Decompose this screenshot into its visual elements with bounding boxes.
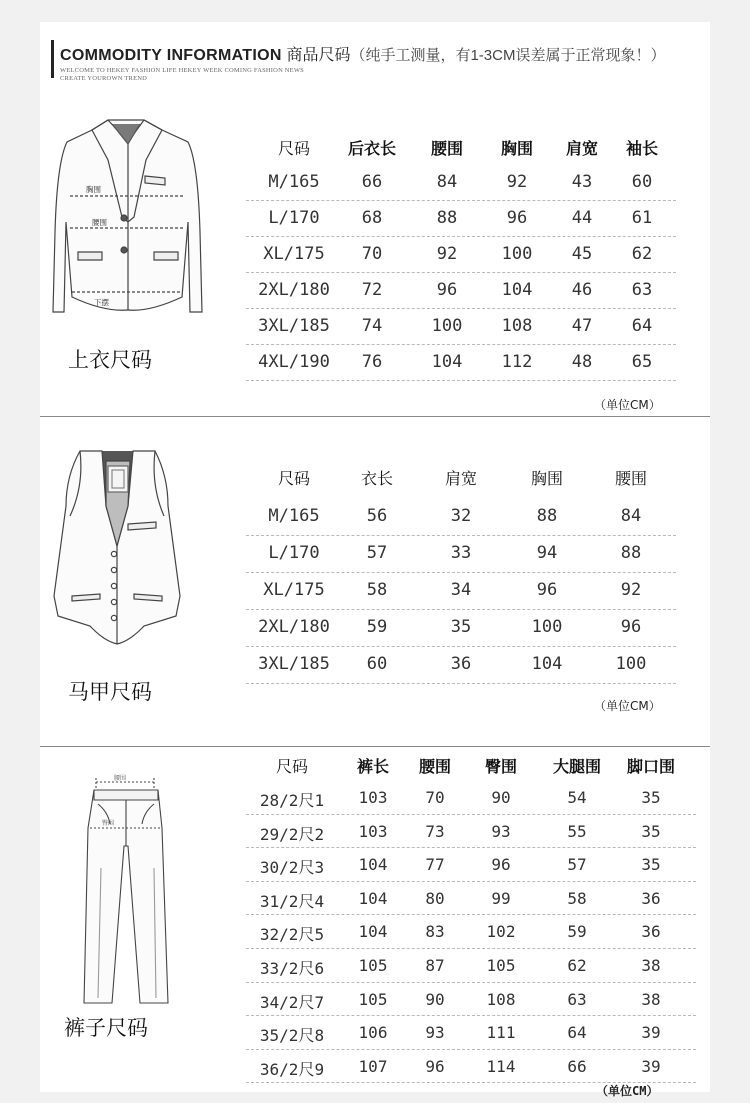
measurement-cell: 73 — [425, 821, 445, 841]
size-cell: M/165 — [268, 506, 320, 526]
column-header: 胸围 — [500, 139, 533, 158]
measurement-cell: 59 — [366, 617, 388, 637]
measurement-cell: 64 — [631, 316, 653, 336]
measurement-cell: 107 — [358, 1056, 388, 1076]
header-accent-bar — [51, 40, 54, 78]
measurement-cell: 74 — [361, 316, 383, 336]
size-cell: 35/2尺8 — [259, 1026, 325, 1046]
size-cell: 36/2尺9 — [259, 1059, 325, 1079]
measurement-cell: 63 — [567, 989, 587, 1009]
size-cell: L/170 — [268, 543, 320, 563]
column-header: 尺码 — [277, 469, 310, 488]
table-row — [246, 350, 676, 381]
size-cell: 34/2尺7 — [259, 992, 325, 1012]
measurement-cell: 96 — [536, 580, 558, 600]
measurement-cell: 39 — [641, 1023, 661, 1043]
measurement-cell: 96 — [620, 617, 642, 637]
jacket-label-waist: 腰围 — [92, 218, 107, 227]
jacket-label-chest: 胸围 — [86, 185, 101, 194]
table-row — [246, 1021, 696, 1050]
measurement-cell: 65 — [631, 352, 653, 372]
measurement-cell: 80 — [425, 888, 445, 908]
measurement-cell: 58 — [567, 888, 587, 908]
measurement-cell: 102 — [486, 922, 516, 942]
measurement-cell: 64 — [567, 1023, 587, 1043]
measurement-cell: 96 — [425, 1056, 445, 1076]
size-cell: 28/2尺1 — [259, 791, 325, 810]
measurement-cell: 112 — [501, 352, 533, 372]
measurement-cell: 60 — [631, 172, 653, 192]
measurement-cell: 57 — [567, 855, 587, 875]
measurement-cell: 106 — [358, 1023, 388, 1043]
measurement-cell: 63 — [631, 280, 653, 300]
table-row — [246, 314, 676, 345]
column-header: 臀围 — [484, 757, 517, 776]
table-row — [246, 578, 676, 610]
column-header: 腰围 — [430, 139, 463, 158]
measurement-cell: 88 — [536, 506, 558, 526]
vest-unit-note: （单位CM） — [594, 699, 661, 713]
jacket-unit-note: （单位CM） — [594, 398, 661, 412]
measurement-cell: 44 — [571, 208, 593, 228]
measurement-cell: 54 — [567, 788, 587, 807]
measurement-cell: 103 — [358, 821, 388, 841]
measurement-cell: 100 — [615, 654, 647, 674]
trousers-icon — [68, 768, 188, 1008]
measurement-cell: 87 — [425, 956, 445, 975]
column-header: 脚口围 — [626, 757, 675, 776]
size-cell: 31/2尺4 — [259, 891, 325, 911]
header-subtitle-line-1: WELCOME TO HEKEY FASHION LIFE HEKEY WEEK COMING FASHION NEWS — [60, 67, 305, 74]
measurement-cell: 96 — [506, 208, 528, 228]
measurement-cell: 62 — [567, 956, 587, 975]
jacket-section-label: 上衣尺码 — [68, 348, 152, 372]
measurement-cell: 60 — [366, 654, 388, 674]
table-row — [246, 652, 676, 684]
measurement-cell: 38 — [641, 956, 661, 975]
measurement-cell: 61 — [631, 208, 653, 228]
measurement-cell: 84 — [620, 506, 642, 526]
measurement-cell: 66 — [567, 1056, 587, 1076]
measurement-cell: 68 — [361, 208, 383, 228]
measurement-cell: 108 — [486, 989, 516, 1009]
size-cell: 3XL/185 — [258, 316, 330, 336]
measurement-cell: 90 — [425, 989, 445, 1009]
table-row — [246, 504, 676, 536]
size-cell: 32/2尺5 — [259, 925, 325, 945]
jacket-icon — [50, 112, 205, 322]
measurement-cell: 100 — [431, 316, 463, 336]
measurement-cell: 104 — [358, 855, 388, 875]
table-header-row — [246, 128, 676, 164]
header-subtitle-line-2: CREATE YOUROWN TREND — [60, 75, 148, 82]
vest-section-label: 马甲尺码 — [68, 680, 152, 704]
measurement-cell: 104 — [431, 352, 463, 372]
jacket-label-hem: 下摆 — [94, 298, 109, 307]
measurement-cell: 92 — [620, 580, 642, 600]
title-english: COMMODITY INFORMATION — [60, 47, 282, 64]
size-cell: L/170 — [268, 208, 320, 228]
measurement-cell: 92 — [436, 244, 458, 264]
table-row — [246, 541, 676, 573]
measurement-cell: 108 — [501, 316, 533, 336]
measurement-cell: 34 — [450, 580, 472, 600]
measurement-cell: 88 — [436, 208, 458, 228]
measurement-cell: 36 — [641, 922, 661, 942]
measurement-cell: 111 — [486, 1023, 516, 1043]
measurement-cell: 43 — [571, 172, 593, 192]
measurement-cell: 93 — [425, 1023, 445, 1043]
size-cell: M/165 — [268, 172, 320, 192]
measurement-cell: 70 — [361, 244, 383, 264]
section-divider — [40, 746, 710, 747]
column-header: 大腿围 — [552, 757, 601, 776]
measurement-cell: 103 — [358, 788, 388, 807]
table-row — [246, 853, 696, 882]
size-cell: 2XL/180 — [258, 280, 330, 300]
measurement-cell: 114 — [486, 1056, 516, 1076]
vest-size-table — [246, 458, 676, 688]
measurement-cell: 56 — [366, 506, 388, 526]
trousers-size-table — [246, 750, 696, 1080]
measurement-cell: 45 — [571, 244, 593, 264]
column-header: 尺码 — [275, 757, 308, 776]
measurement-cell: 96 — [491, 855, 511, 875]
jacket-size-table — [246, 128, 676, 388]
measurement-cell: 94 — [536, 543, 558, 563]
table-header-row — [246, 458, 676, 494]
column-header: 肩宽 — [565, 139, 598, 158]
measurement-cell: 105 — [486, 956, 516, 975]
measurement-cell: 46 — [571, 280, 593, 300]
measurement-cell: 76 — [361, 352, 383, 372]
measurement-cell: 35 — [641, 788, 661, 807]
measurement-cell: 99 — [491, 888, 511, 908]
table-header-row — [246, 750, 696, 780]
column-header: 肩宽 — [444, 469, 477, 488]
size-cell: 2XL/180 — [258, 617, 330, 637]
measurement-cell: 72 — [361, 280, 383, 300]
measurement-cell: 58 — [366, 580, 388, 600]
table-row — [246, 820, 696, 849]
table-row — [246, 887, 696, 916]
trousers-label-hip: 臀围 — [102, 820, 115, 827]
table-row — [246, 954, 696, 983]
column-header: 尺码 — [277, 139, 310, 158]
table-row — [246, 170, 676, 201]
size-cell: XL/175 — [263, 244, 325, 264]
table-row — [246, 242, 676, 273]
measurement-cell: 32 — [450, 506, 472, 526]
measurement-cell: 77 — [425, 855, 445, 875]
measurement-cell: 35 — [641, 855, 661, 875]
table-row — [246, 278, 676, 309]
measurement-cell: 39 — [641, 1056, 661, 1076]
measurement-cell: 36 — [641, 888, 661, 908]
column-header: 袖长 — [625, 139, 658, 158]
measurement-cell: 35 — [450, 617, 472, 637]
column-header: 腰围 — [614, 469, 647, 488]
measurement-cell: 55 — [567, 821, 587, 841]
measurement-cell: 88 — [620, 543, 642, 563]
measurement-cell: 100 — [531, 617, 563, 637]
measurement-cell: 36 — [450, 654, 472, 674]
measurement-cell: 100 — [501, 244, 533, 264]
column-header: 衣长 — [360, 469, 393, 488]
measurement-cell: 59 — [567, 922, 587, 942]
size-cell: 30/2尺3 — [259, 858, 325, 878]
column-header: 裤长 — [356, 757, 389, 776]
table-row — [246, 1055, 696, 1084]
trousers-unit-note: （单位CM） — [596, 1084, 659, 1098]
measurement-cell: 38 — [641, 989, 661, 1009]
size-cell: 33/2尺6 — [259, 959, 325, 978]
measurement-cell: 104 — [358, 922, 388, 942]
column-header: 胸围 — [530, 469, 563, 488]
measurement-cell: 105 — [358, 956, 388, 975]
measurement-cell: 104 — [358, 888, 388, 908]
measurement-cell: 57 — [366, 543, 388, 563]
title-chinese: 商品尺码 — [286, 47, 351, 64]
trousers-label-waist: 腰围 — [114, 775, 127, 782]
measurement-cell: 48 — [571, 352, 593, 372]
measurement-cell: 33 — [450, 543, 472, 563]
size-cell: 3XL/185 — [258, 654, 330, 674]
measurement-cell: 96 — [436, 280, 458, 300]
table-row — [246, 206, 676, 237]
measurement-cell: 35 — [641, 821, 661, 841]
size-cell: 4XL/190 — [258, 352, 330, 372]
size-cell: 29/2尺2 — [259, 824, 325, 844]
measurement-cell: 90 — [491, 788, 511, 807]
measurement-cell: 62 — [631, 244, 653, 264]
size-cell: XL/175 — [263, 580, 325, 600]
column-header: 腰围 — [418, 757, 451, 776]
section-divider — [40, 416, 710, 417]
measurement-cell: 104 — [531, 654, 563, 674]
measurement-cell: 83 — [425, 922, 445, 942]
measurement-cell: 104 — [501, 280, 533, 300]
column-header: 后衣长 — [347, 139, 396, 158]
vest-icon — [50, 446, 185, 651]
measurement-cell: 47 — [571, 316, 593, 336]
measurement-cell: 70 — [425, 788, 445, 807]
measurement-cell: 92 — [506, 172, 528, 192]
page-title — [60, 42, 720, 65]
trousers-section-label: 裤子尺码 — [64, 1016, 148, 1040]
measurement-note: （纯手工测量，有1-3CM误差属于正常现象！） — [350, 47, 666, 64]
measurement-cell: 66 — [361, 172, 383, 192]
table-row — [246, 615, 676, 647]
measurement-cell: 84 — [436, 172, 458, 192]
table-row — [246, 786, 696, 815]
table-row — [246, 988, 696, 1017]
measurement-cell: 105 — [358, 989, 388, 1009]
table-row — [246, 920, 696, 949]
measurement-cell: 93 — [491, 821, 511, 841]
